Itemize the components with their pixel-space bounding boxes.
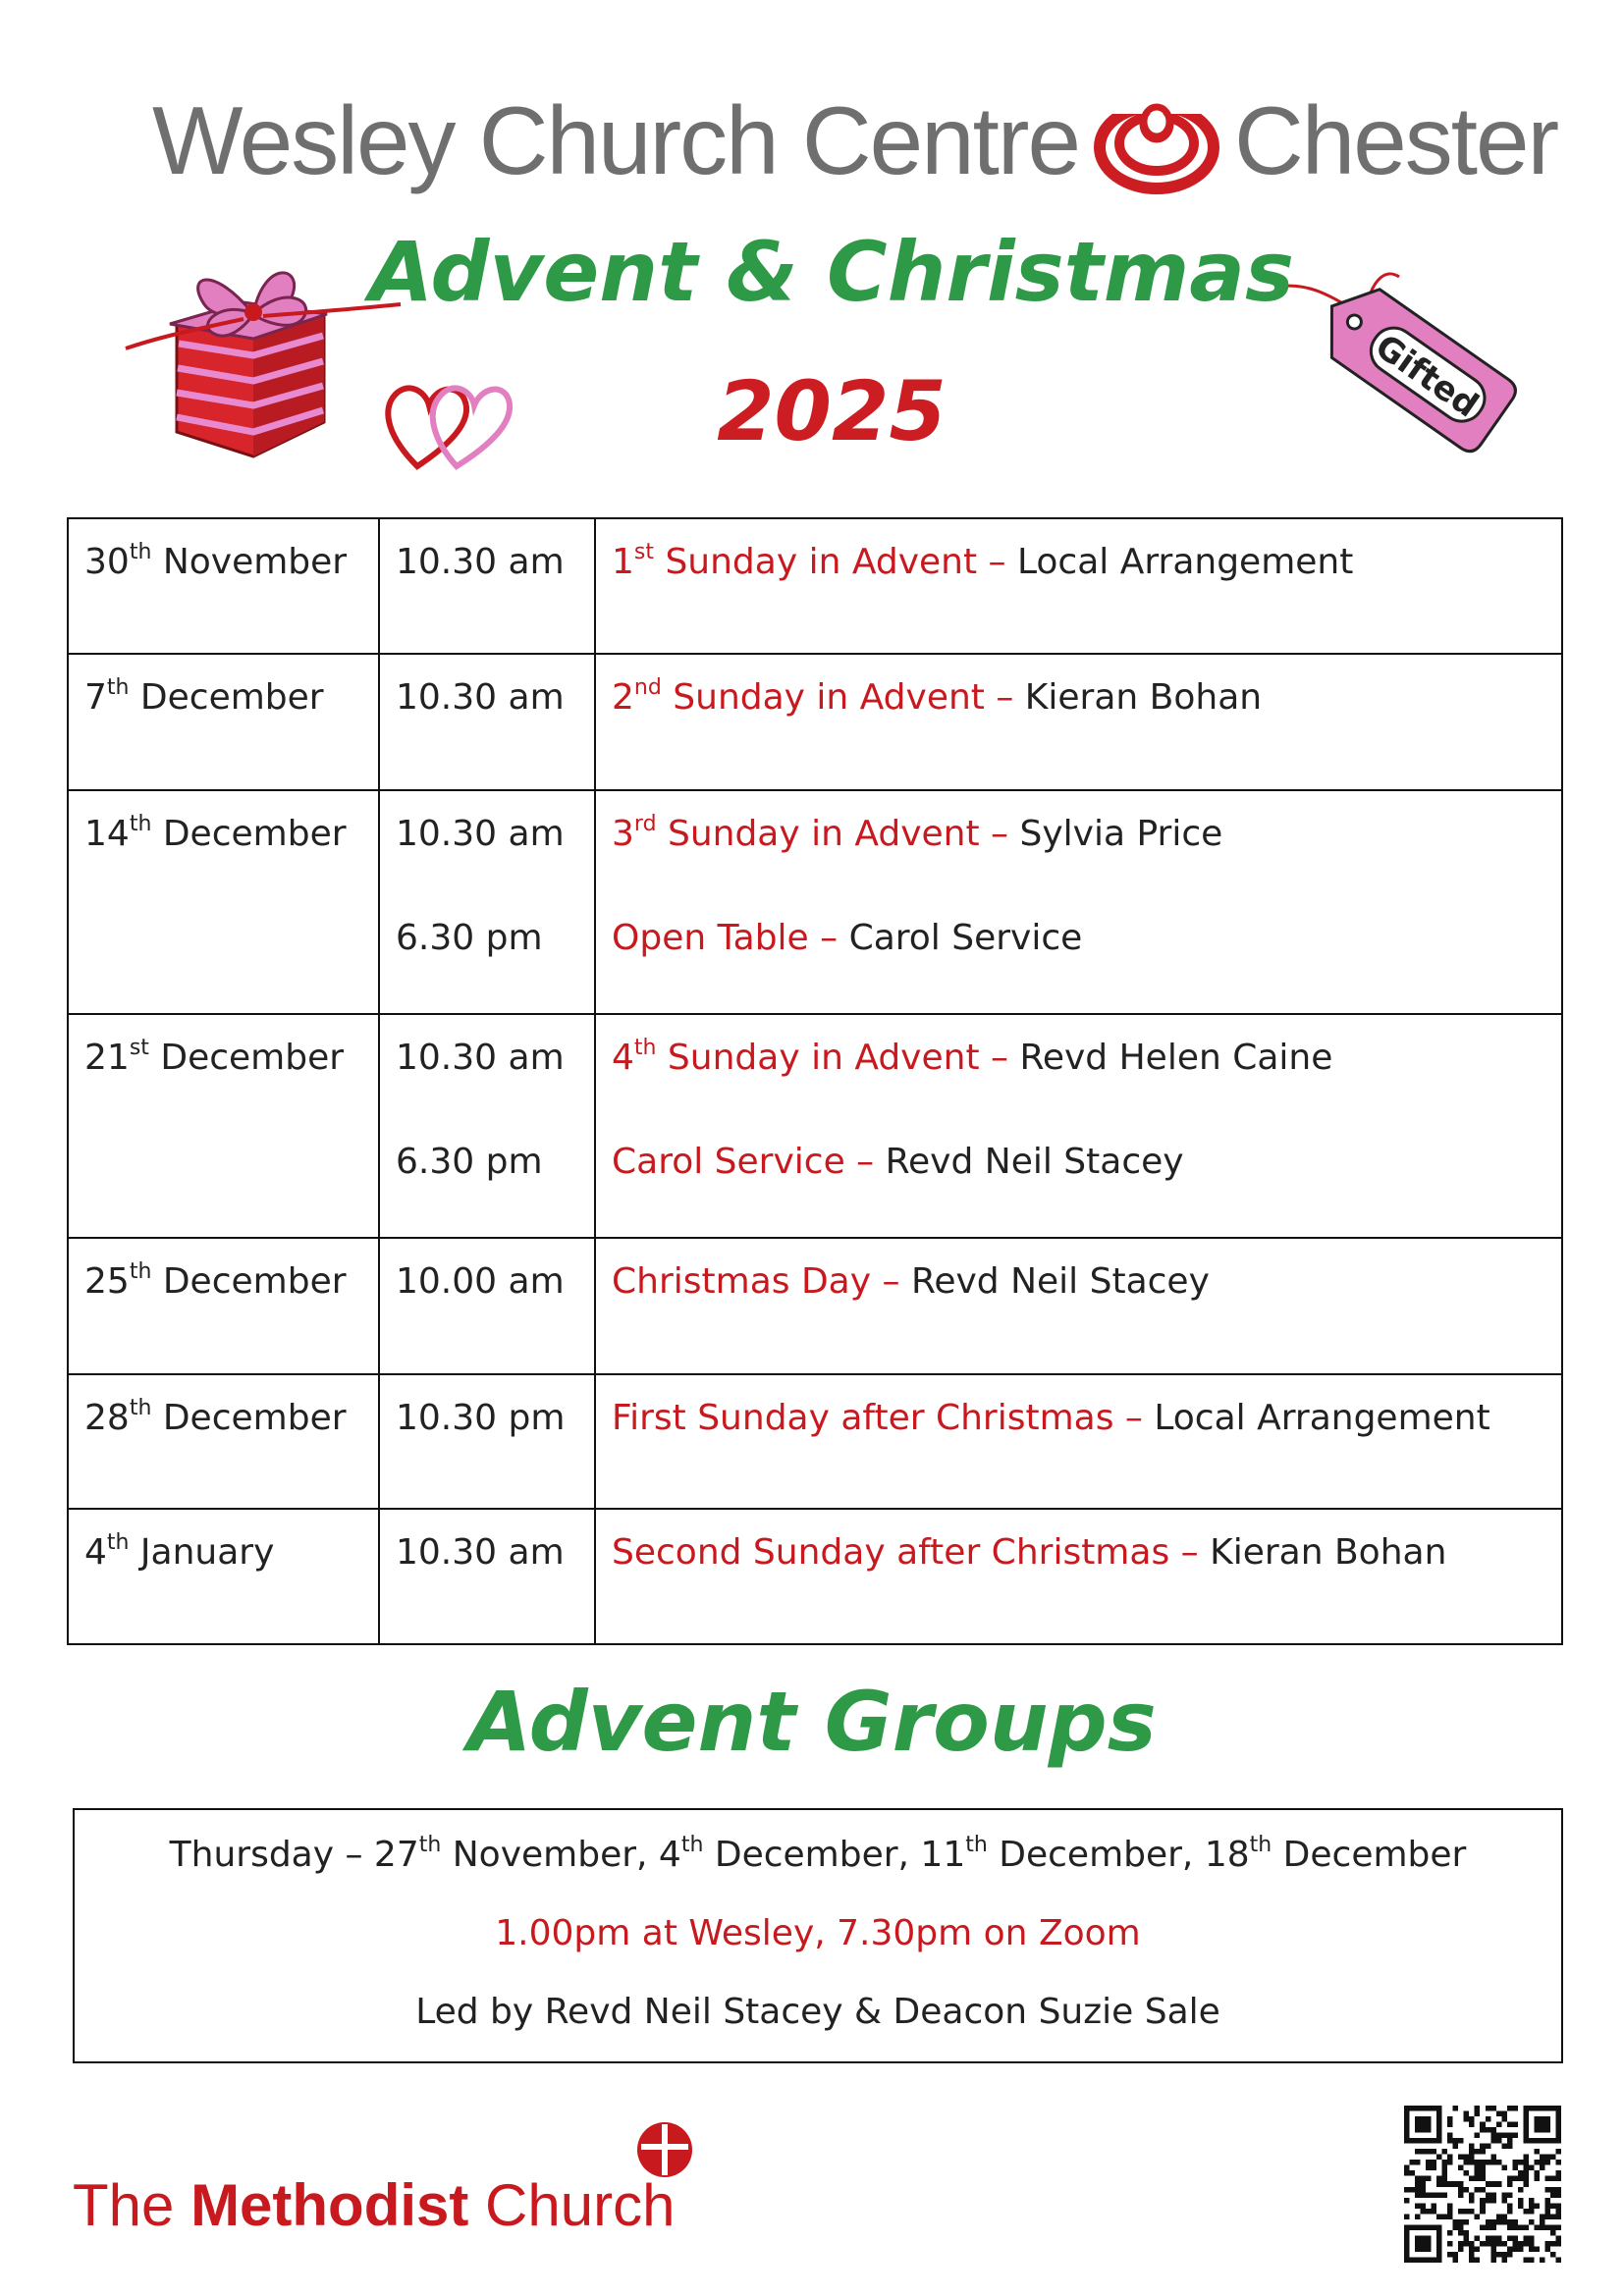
service-details xyxy=(595,518,1562,654)
gift-tag-text: Gifted xyxy=(1368,326,1486,426)
date-suffix: th xyxy=(1249,1833,1272,1857)
date-suffix: th xyxy=(106,1530,130,1555)
service-title: Open Table – xyxy=(612,918,849,958)
date-day: 14 xyxy=(84,814,130,854)
advent-groups-title: Advent Groups xyxy=(467,1674,1157,1770)
service-title: Sunday in Advent – xyxy=(656,814,1020,854)
service-leader: Local Arrangement xyxy=(1154,1398,1490,1438)
services-table-body xyxy=(68,518,1562,1644)
logo-text-left: Wesley Church Centre xyxy=(152,85,1080,194)
service-date xyxy=(68,518,379,654)
service-title: Christmas Day – xyxy=(612,1261,911,1302)
service-row xyxy=(68,1014,1562,1238)
service-description xyxy=(612,1137,1545,1188)
service-time: 10.30 am xyxy=(396,1038,565,1078)
service-date xyxy=(68,1238,379,1374)
brand-methodist: Methodist xyxy=(190,2172,469,2238)
service-row xyxy=(68,654,1562,790)
date-day: 28 xyxy=(84,1398,130,1438)
date-text xyxy=(84,1033,362,1084)
service-leader: Kieran Bohan xyxy=(1210,1532,1447,1573)
service-times xyxy=(379,654,595,790)
service-time: 6.30 pm xyxy=(396,918,543,958)
service-name xyxy=(612,677,1025,718)
date-suffix: th xyxy=(129,540,152,564)
service-time: 10.30 am xyxy=(396,677,565,718)
service-name xyxy=(612,1142,886,1182)
date-month: December xyxy=(151,1261,347,1302)
date-day: 7 xyxy=(84,677,107,718)
service-leader: Revd Helen Caine xyxy=(1019,1038,1333,1078)
service-title: Sunday in Advent – xyxy=(661,677,1025,718)
service-row xyxy=(68,790,1562,1014)
service-leader: Carol Service xyxy=(848,918,1083,958)
service-time: 10.00 am xyxy=(396,1261,565,1302)
date-day: 30 xyxy=(84,542,130,582)
date-suffix: th xyxy=(129,1396,152,1420)
advent-groups-times: 1.00pm at Wesley, 7.30pm on Zoom xyxy=(495,1913,1141,1953)
service-leader: Sylvia Price xyxy=(1019,814,1223,854)
date-suffix: th xyxy=(129,812,152,836)
service-time: 6.30 pm xyxy=(396,1142,543,1182)
ordinal-number: 1 xyxy=(612,542,634,582)
ordinal-number: 3 xyxy=(612,814,634,854)
date-text xyxy=(84,672,362,723)
service-leader: Revd Neil Stacey xyxy=(910,1261,1210,1302)
service-details xyxy=(595,790,1562,1014)
service-time: 10.30 am xyxy=(396,542,565,582)
service-description xyxy=(612,537,1545,588)
ordinal-number: 2 xyxy=(612,677,634,718)
service-leader: Local Arrangement xyxy=(1016,542,1354,582)
qr-code-icon xyxy=(1404,2106,1561,2263)
brand-church: Church xyxy=(468,2172,676,2238)
service-date xyxy=(68,654,379,790)
service-details xyxy=(595,1374,1562,1509)
service-details xyxy=(595,1238,1562,1374)
ordinal-suffix: rd xyxy=(633,812,657,836)
date-month: January xyxy=(129,1532,275,1573)
service-date xyxy=(68,1014,379,1238)
wesley-flame-icon xyxy=(1093,86,1220,194)
service-time: 10.30 am xyxy=(396,1532,565,1573)
service-times xyxy=(379,1374,595,1509)
methodist-cross-icon xyxy=(635,2120,694,2179)
service-description xyxy=(612,1527,1545,1578)
date-text: November, 4 xyxy=(441,1835,681,1875)
wesley-logo xyxy=(152,77,1558,204)
date-text xyxy=(84,1527,362,1578)
date-day: 21 xyxy=(84,1038,130,1078)
services-table xyxy=(67,517,1563,1645)
service-name xyxy=(612,1261,911,1302)
service-times xyxy=(379,1509,595,1644)
service-leader: Kieran Bohan xyxy=(1024,677,1263,718)
date-suffix: th xyxy=(129,1259,152,1284)
advent-groups-box xyxy=(73,1808,1563,2063)
service-date xyxy=(68,1509,379,1644)
date-suffix: th xyxy=(965,1833,988,1857)
service-description xyxy=(612,913,1545,964)
service-title: Sunday in Advent – xyxy=(654,542,1017,582)
methodist-church-wordmark xyxy=(73,2171,675,2239)
date-suffix: th xyxy=(418,1833,442,1857)
service-description xyxy=(612,809,1545,860)
service-name xyxy=(612,542,1017,582)
ordinal-number: 4 xyxy=(612,1038,634,1078)
service-details xyxy=(595,654,1562,790)
dates-prefix: Thursday – 27 xyxy=(169,1835,419,1875)
service-leader: Revd Neil Stacey xyxy=(885,1142,1184,1182)
service-name xyxy=(612,1038,1019,1078)
logo-text-right: Chester xyxy=(1234,85,1558,194)
advent-groups-dates xyxy=(75,1830,1561,1881)
service-description xyxy=(612,1033,1545,1084)
date-text xyxy=(84,1256,362,1308)
service-details xyxy=(595,1014,1562,1238)
date-suffix: th xyxy=(680,1833,704,1857)
service-row xyxy=(68,1374,1562,1509)
service-time: 10.30 pm xyxy=(396,1398,566,1438)
date-month: November xyxy=(151,542,348,582)
ordinal-suffix: nd xyxy=(633,675,662,700)
date-month: December xyxy=(151,1398,347,1438)
service-date xyxy=(68,1374,379,1509)
date-text xyxy=(84,809,362,860)
service-times xyxy=(379,1014,595,1238)
page-year: 2025 xyxy=(717,363,947,459)
ordinal-suffix: st xyxy=(633,540,654,564)
date-suffix: st xyxy=(129,1036,149,1060)
service-name xyxy=(612,1532,1210,1573)
date-day: 4 xyxy=(84,1532,107,1573)
date-text: December, 11 xyxy=(703,1835,966,1875)
service-title: Sunday in Advent – xyxy=(656,1038,1020,1078)
service-row xyxy=(68,1238,1562,1374)
service-description xyxy=(612,1256,1545,1308)
service-description xyxy=(612,672,1545,723)
ordinal-suffix: th xyxy=(633,1036,657,1060)
service-name xyxy=(612,814,1020,854)
methodist-church-logo xyxy=(73,2120,711,2238)
service-name xyxy=(612,1398,1154,1438)
date-text: December, 18 xyxy=(987,1835,1250,1875)
page-title: Advent & Christmas xyxy=(368,224,1294,320)
date-text xyxy=(84,537,362,588)
date-month: December xyxy=(151,814,347,854)
service-details xyxy=(595,1509,1562,1644)
brand-the: The xyxy=(73,2172,191,2238)
date-day: 25 xyxy=(84,1261,130,1302)
service-title: Carol Service – xyxy=(612,1142,886,1182)
service-name xyxy=(612,918,849,958)
service-times xyxy=(379,790,595,1014)
service-time: 10.30 am xyxy=(396,814,565,854)
date-text: December xyxy=(1272,1835,1467,1875)
service-times xyxy=(379,1238,595,1374)
date-month: December xyxy=(148,1038,345,1078)
date-suffix: th xyxy=(106,675,130,700)
service-date xyxy=(68,790,379,1014)
service-title: First Sunday after Christmas – xyxy=(612,1398,1155,1438)
advent-groups-leaders: Led by Revd Neil Stacey & Deacon Suzie Sale xyxy=(415,1992,1220,2032)
date-text xyxy=(84,1393,362,1444)
service-row xyxy=(68,1509,1562,1644)
service-description xyxy=(612,1393,1545,1444)
service-row xyxy=(68,518,1562,654)
service-times xyxy=(379,518,595,654)
service-title: Second Sunday after Christmas – xyxy=(612,1532,1211,1573)
date-month: December xyxy=(129,677,324,718)
